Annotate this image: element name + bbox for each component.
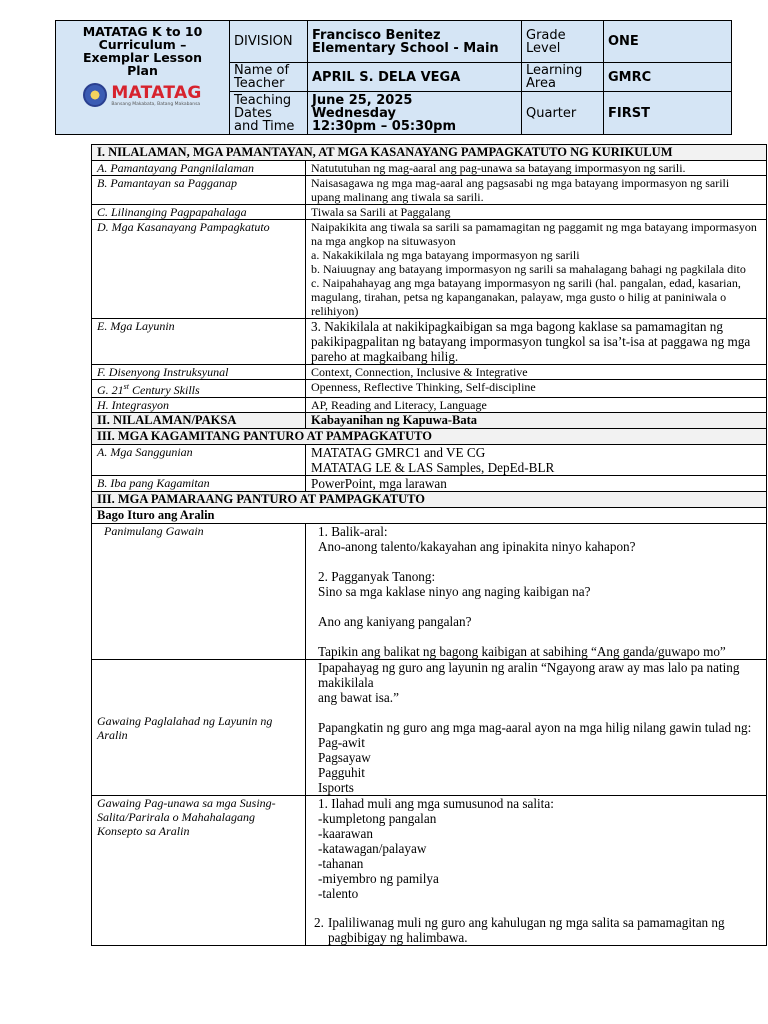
grade-level-label: Grade Level — [522, 21, 604, 63]
integration-label: H. Integrasyon — [92, 398, 306, 413]
before-lesson-heading: Bago Ituro ang Aralin — [92, 508, 767, 524]
curriculum-logo-cell — [56, 21, 230, 135]
teacher-label: Name of Teacher — [230, 63, 308, 92]
objectives-value: 3. Nakikilala at nakikipagkaibigan sa mga bagong kaklase sa pamamagitan ng pakikipagpalitan ng batayang impormasyon tungkol sa isa’t-isa at paggawa ng mga pareho at magkaibang hilig. — [306, 319, 767, 365]
key-concepts-label: Gawaing Pag-unawa sa mga Susing-Salita/Parirala o Mahahalagang Konsepto sa Aralin — [92, 796, 306, 946]
key-concepts-value — [306, 796, 767, 946]
content-standard-value: Natututuhan ng mag-aaral ang pag-unawa sa batayang impormasyon ng sarili. — [306, 161, 767, 176]
teacher-value: APRIL S. DELA VEGA — [308, 63, 522, 92]
matatag-wordmark: MATATAG — [111, 82, 202, 103]
objectives-label: E. Mga Layunin — [92, 319, 306, 365]
section-4-heading: III. MGA PAMARAANG PANTURO AT PAMPAGKATUTO — [92, 492, 767, 508]
century-skills-value: Openness, Reflective Thinking, Self-discipline — [306, 380, 767, 398]
instructional-design-label: F. Disenyong Instruksyunal — [92, 365, 306, 380]
performance-standard-value: Naisasagawa ng mga mag-aaral ang pagsasabi ng mga batayang impormasyon ng sarili upang malinang ang tiwala sa sarili. — [306, 176, 767, 205]
lesson-plan-table — [91, 144, 767, 946]
introductory-activity-label: Panimulang Gawain — [92, 524, 306, 660]
teaching-dates-value: June 25, 2025 Wednesday 12:30pm – 05:30pm — [308, 92, 522, 135]
topic-value: Kabayanihan ng Kapuwa-Bata — [306, 413, 767, 429]
section-3-heading: III. MGA KAGAMITANG PANTURO AT PAMPAGKATUTO — [92, 429, 767, 445]
objective-presentation-value: Ipapahayag ng guro ang layunin ng aralin “Ngayong araw ay mas lalo pa nating makikilala ang bawat isa.” Papangkatin ng guro ang mga mag-aaral ayon na mga hilig nilang gawin tulad ng: Pag-awit Pagsayaw Pagguhit Isports — [306, 660, 767, 796]
section-2-heading: II. NILALAMAN/PAKSA — [92, 413, 306, 429]
division-value: Francisco Benitez Elementary School - Main — [308, 21, 522, 63]
values-value: Tiwala sa Sarili at Paggalang — [306, 205, 767, 220]
teaching-dates-label: Teaching Dates and Time — [230, 92, 308, 135]
learning-area-label: Learning Area — [522, 63, 604, 92]
key-concepts-list: 1. Ilahad muli ang mga sumusunod na salita: -kumpletong pangalan -kaarawan -katawagan/palayaw -tahanan -miyembro ng pamilya -talento — [318, 796, 554, 901]
curriculum-title: MATATAG K to 10 Curriculum – Exemplar Lesson Plan — [82, 24, 203, 78]
other-materials-label: B. Iba pang Kagamitan — [92, 476, 306, 492]
matatag-logo — [58, 83, 227, 107]
key-concepts-item-2: 2. Ipaliliwanag muli ng guro ang kahulugan ng mga salita sa pamamagitan ng pagbibigay ng halimbawa. — [314, 915, 725, 945]
matatag-tagline: Bansang Makabata, Batang Makabansa — [111, 101, 201, 107]
lesson-plan-header — [55, 20, 732, 135]
division-label: DIVISION — [230, 21, 308, 63]
deped-seal-icon — [83, 83, 107, 107]
references-label: A. Mga Sanggunian — [92, 445, 306, 476]
grade-level-value: ONE — [604, 21, 732, 63]
century-skills-label: G. 21st Century Skills — [92, 380, 306, 398]
integration-value: AP, Reading and Literacy, Language — [306, 398, 767, 413]
quarter-value: FIRST — [604, 92, 732, 135]
other-materials-value: PowerPoint, mga larawan — [306, 476, 767, 492]
objective-presentation-label: Gawaing Paglalahad ng Layunin ng Aralin — [92, 660, 306, 796]
section-1-heading: I. NILALAMAN, MGA PAMANTAYAN, AT MGA KASANAYANG PAMPAGKATUTO NG KURIKULUM — [92, 145, 767, 161]
competencies-value: Naipakikita ang tiwala sa sarili sa pamamagitan ng paggamit ng mga batayang impormasyon na mga angkop na situwasyon a. Nakakikilala ng mga batayang impormasyon ng sarili b. Naiuugnay ang batayang impormasyon ng sarili sa mahalagang bahagi ng pagkilala dito c. Naipahahayag ang mga batayang impormasyon ng sarili (hal. pangalan, edad, kasarian, magulang, tirahan, petsa ng kapanganakan, palayaw, mga gusto o hilig at paniniwala o relihiyon) — [306, 220, 767, 319]
quarter-label: Quarter — [522, 92, 604, 135]
performance-standard-label: B. Pamantayan sa Pagganap — [92, 176, 306, 205]
instructional-design-value: Context, Connection, Inclusive & Integrative — [306, 365, 767, 380]
introductory-activity-value: 1. Balik-aral: Ano-anong talento/kakayahan ang ipinakita ninyo kahapon? 2. Pagganyak Tanong: Sino sa mga kaklase ninyo ang naging kaibigan na? Ano ang kaniyang pangalan? Tapikin ang balikat ng bagong kaibigan at sabihing “Ang ganda/guwapo mo” — [306, 524, 767, 660]
values-label: C. Lilinanging Pagpapahalaga — [92, 205, 306, 220]
references-value: MATATAG GMRC1 and VE CG MATATAG LE & LAS Samples, DepEd-BLR — [306, 445, 767, 476]
competencies-label: D. Mga Kasanayang Pampagkatuto — [92, 220, 306, 319]
learning-area-value: GMRC — [604, 63, 732, 92]
content-standard-label: A. Pamantayang Pangnilalaman — [92, 161, 306, 176]
